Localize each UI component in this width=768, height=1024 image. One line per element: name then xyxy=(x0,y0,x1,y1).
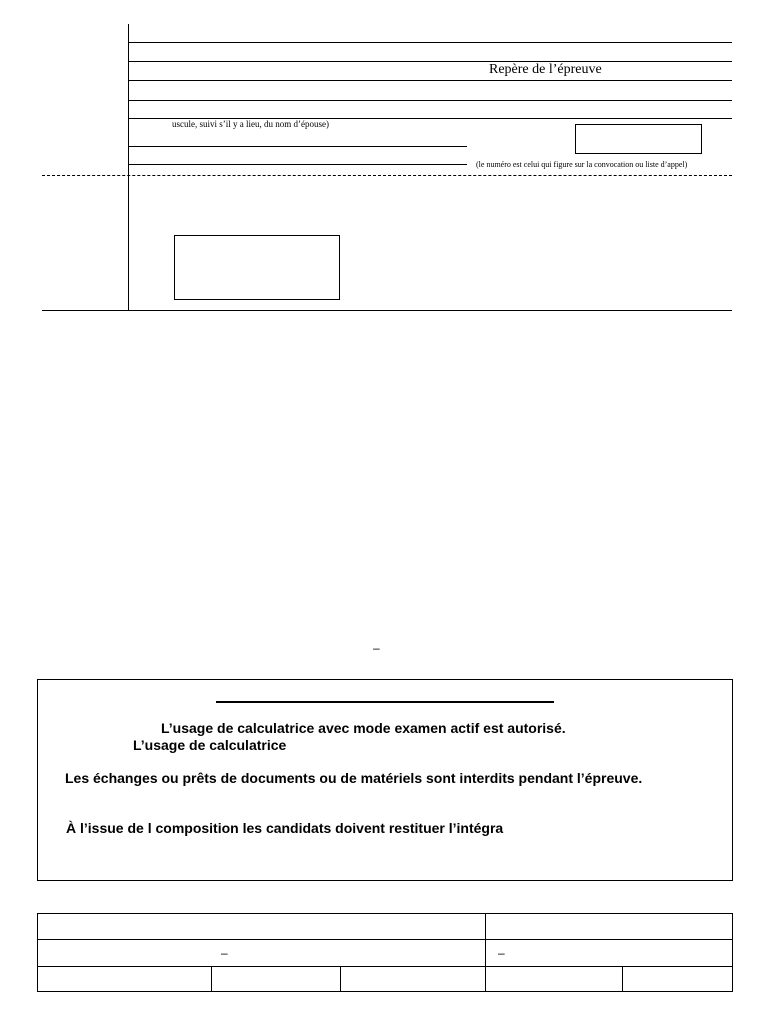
exchanges-forbidden-text: Les échanges ou prêts de documents ou de matériels sont interdits pendant l’épreuve. xyxy=(65,770,643,786)
restitution-text: À l’issue de l composition les candidats doivent restituer l’intégra xyxy=(66,820,504,836)
calculator-allowed-text: L’usage de calculatrice avec mode examen actif est autorisé. xyxy=(161,720,566,736)
name-hint: uscule, suivi s’il y a lieu, du nom d’épouse) xyxy=(172,119,329,129)
footer-row3-divider-2 xyxy=(340,966,341,991)
header-rule-2 xyxy=(129,61,732,62)
separator-dash: – xyxy=(373,641,380,655)
header-bottom-rule xyxy=(42,310,732,311)
footer-row2-right-dash: – xyxy=(498,946,505,960)
footer-row2-left-dash: – xyxy=(221,946,228,960)
anonymity-box[interactable] xyxy=(174,235,340,300)
header-rule-1 xyxy=(129,42,732,43)
name-field-rule[interactable] xyxy=(129,146,467,147)
candidate-number-box[interactable] xyxy=(575,124,702,154)
footer-row-rule-1 xyxy=(38,939,732,940)
cut-line xyxy=(42,175,732,176)
header-rule-3 xyxy=(129,80,732,81)
instructions-title-rule xyxy=(216,701,554,703)
footer-table xyxy=(37,913,733,992)
footer-col-divider-main xyxy=(485,914,486,966)
footer-row3-divider-4 xyxy=(622,966,623,991)
firstname-field-rule[interactable] xyxy=(129,164,467,165)
number-hint: (le numéro est celui qui figure sur la convocation ou liste d’appel) xyxy=(476,160,688,169)
epreuve-label: Repère de l’épreuve xyxy=(489,62,602,77)
header-left-margin-line xyxy=(128,24,129,311)
footer-row3-divider-3 xyxy=(485,966,486,991)
header-rule-4 xyxy=(129,100,732,101)
footer-row-rule-2 xyxy=(38,966,732,967)
calculator-text: L’usage de calculatrice xyxy=(133,737,287,753)
instructions-box xyxy=(37,679,733,881)
footer-row3-divider-1 xyxy=(211,966,212,991)
